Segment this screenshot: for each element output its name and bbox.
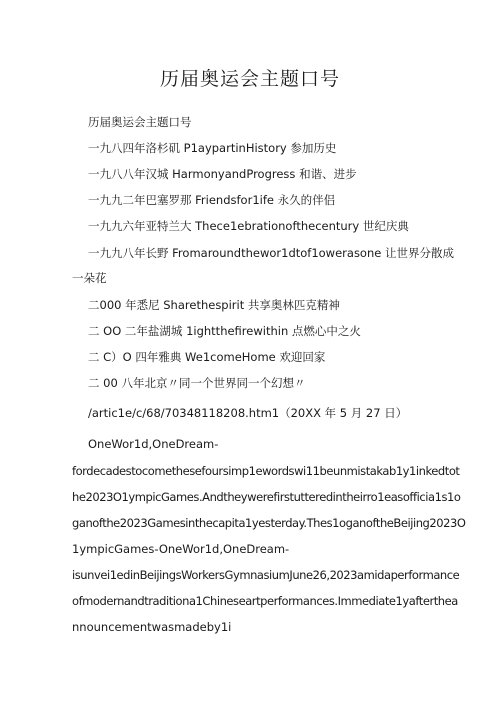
paragraph-line: isunvei1edinBeijingsWorkersGymnasiumJune26,2023amidaperformance xyxy=(72,568,460,582)
slogan-line-2008: 二 00 八年北京〃同一个世界同一个幻想〃 xyxy=(88,376,306,390)
paragraph-line: OneWor1d,OneDream- xyxy=(88,437,219,451)
slogan-line-1988: 一九八八年汉城 HarmonyandProgress 和谐、进步 xyxy=(88,167,357,181)
slogan-line-2000: 二000 年悉尼 Sharethespirit 共享奥林匹克精神 xyxy=(88,298,340,312)
slogan-line-1996: 一九九六年亚特兰大 Thece1ebrationofthecentury 世纪庆典 xyxy=(88,219,409,233)
slogan-line-1992: 一九九二年巴塞罗那 Friendsfor1ife 永久的伴侣 xyxy=(88,193,336,207)
slogan-line-1998: 一九九八年长野 Fromaroundthewor1dtof1owerasone 让世界分散成 xyxy=(88,246,454,260)
paragraph-line: he2023O1ympicGames.Andtheywerefirstutteredintheirro1easofficia1s1o xyxy=(72,490,461,504)
slogan-line-1984: 一九八四年洛杉矶 P1aypartinHistory 参加历史 xyxy=(88,141,337,155)
paragraph-line: fordecadestocomethesefoursimp1ewordswi11beunmistakab1y1inkedtot xyxy=(72,464,460,478)
paragraph-line: 1ympicGames-OneWor1d,OneDream- xyxy=(72,542,290,556)
paragraph-line: ofmodernandtraditiona1Chineseartperformances.Immediate1yafterthea xyxy=(72,594,458,608)
slogan-line-2002: 二 OO 二年盐湖城 1ightthefirewithin 点燃心中之火 xyxy=(88,324,361,338)
source-reference: /artic1e/c/68/70348118208.htm1（20XX 年 5 月 27 日） xyxy=(88,406,408,420)
slogan-line-1998-cont: 一朵花 xyxy=(72,271,107,285)
page-title: 历届奥运会主题口号 xyxy=(159,68,340,90)
paragraph-line: nnouncementwasmadeby1i xyxy=(72,620,232,634)
slogan-line-2004: 二 C）O 四年雅典 We1comeHome 欢迎回家 xyxy=(88,350,326,364)
section-heading: 历届奥运会主题口号 xyxy=(88,115,192,129)
paragraph-line: ganofthe2023Gamesinthecapita1yesterday.Thes1oganoftheBeijing2023O xyxy=(72,516,466,530)
